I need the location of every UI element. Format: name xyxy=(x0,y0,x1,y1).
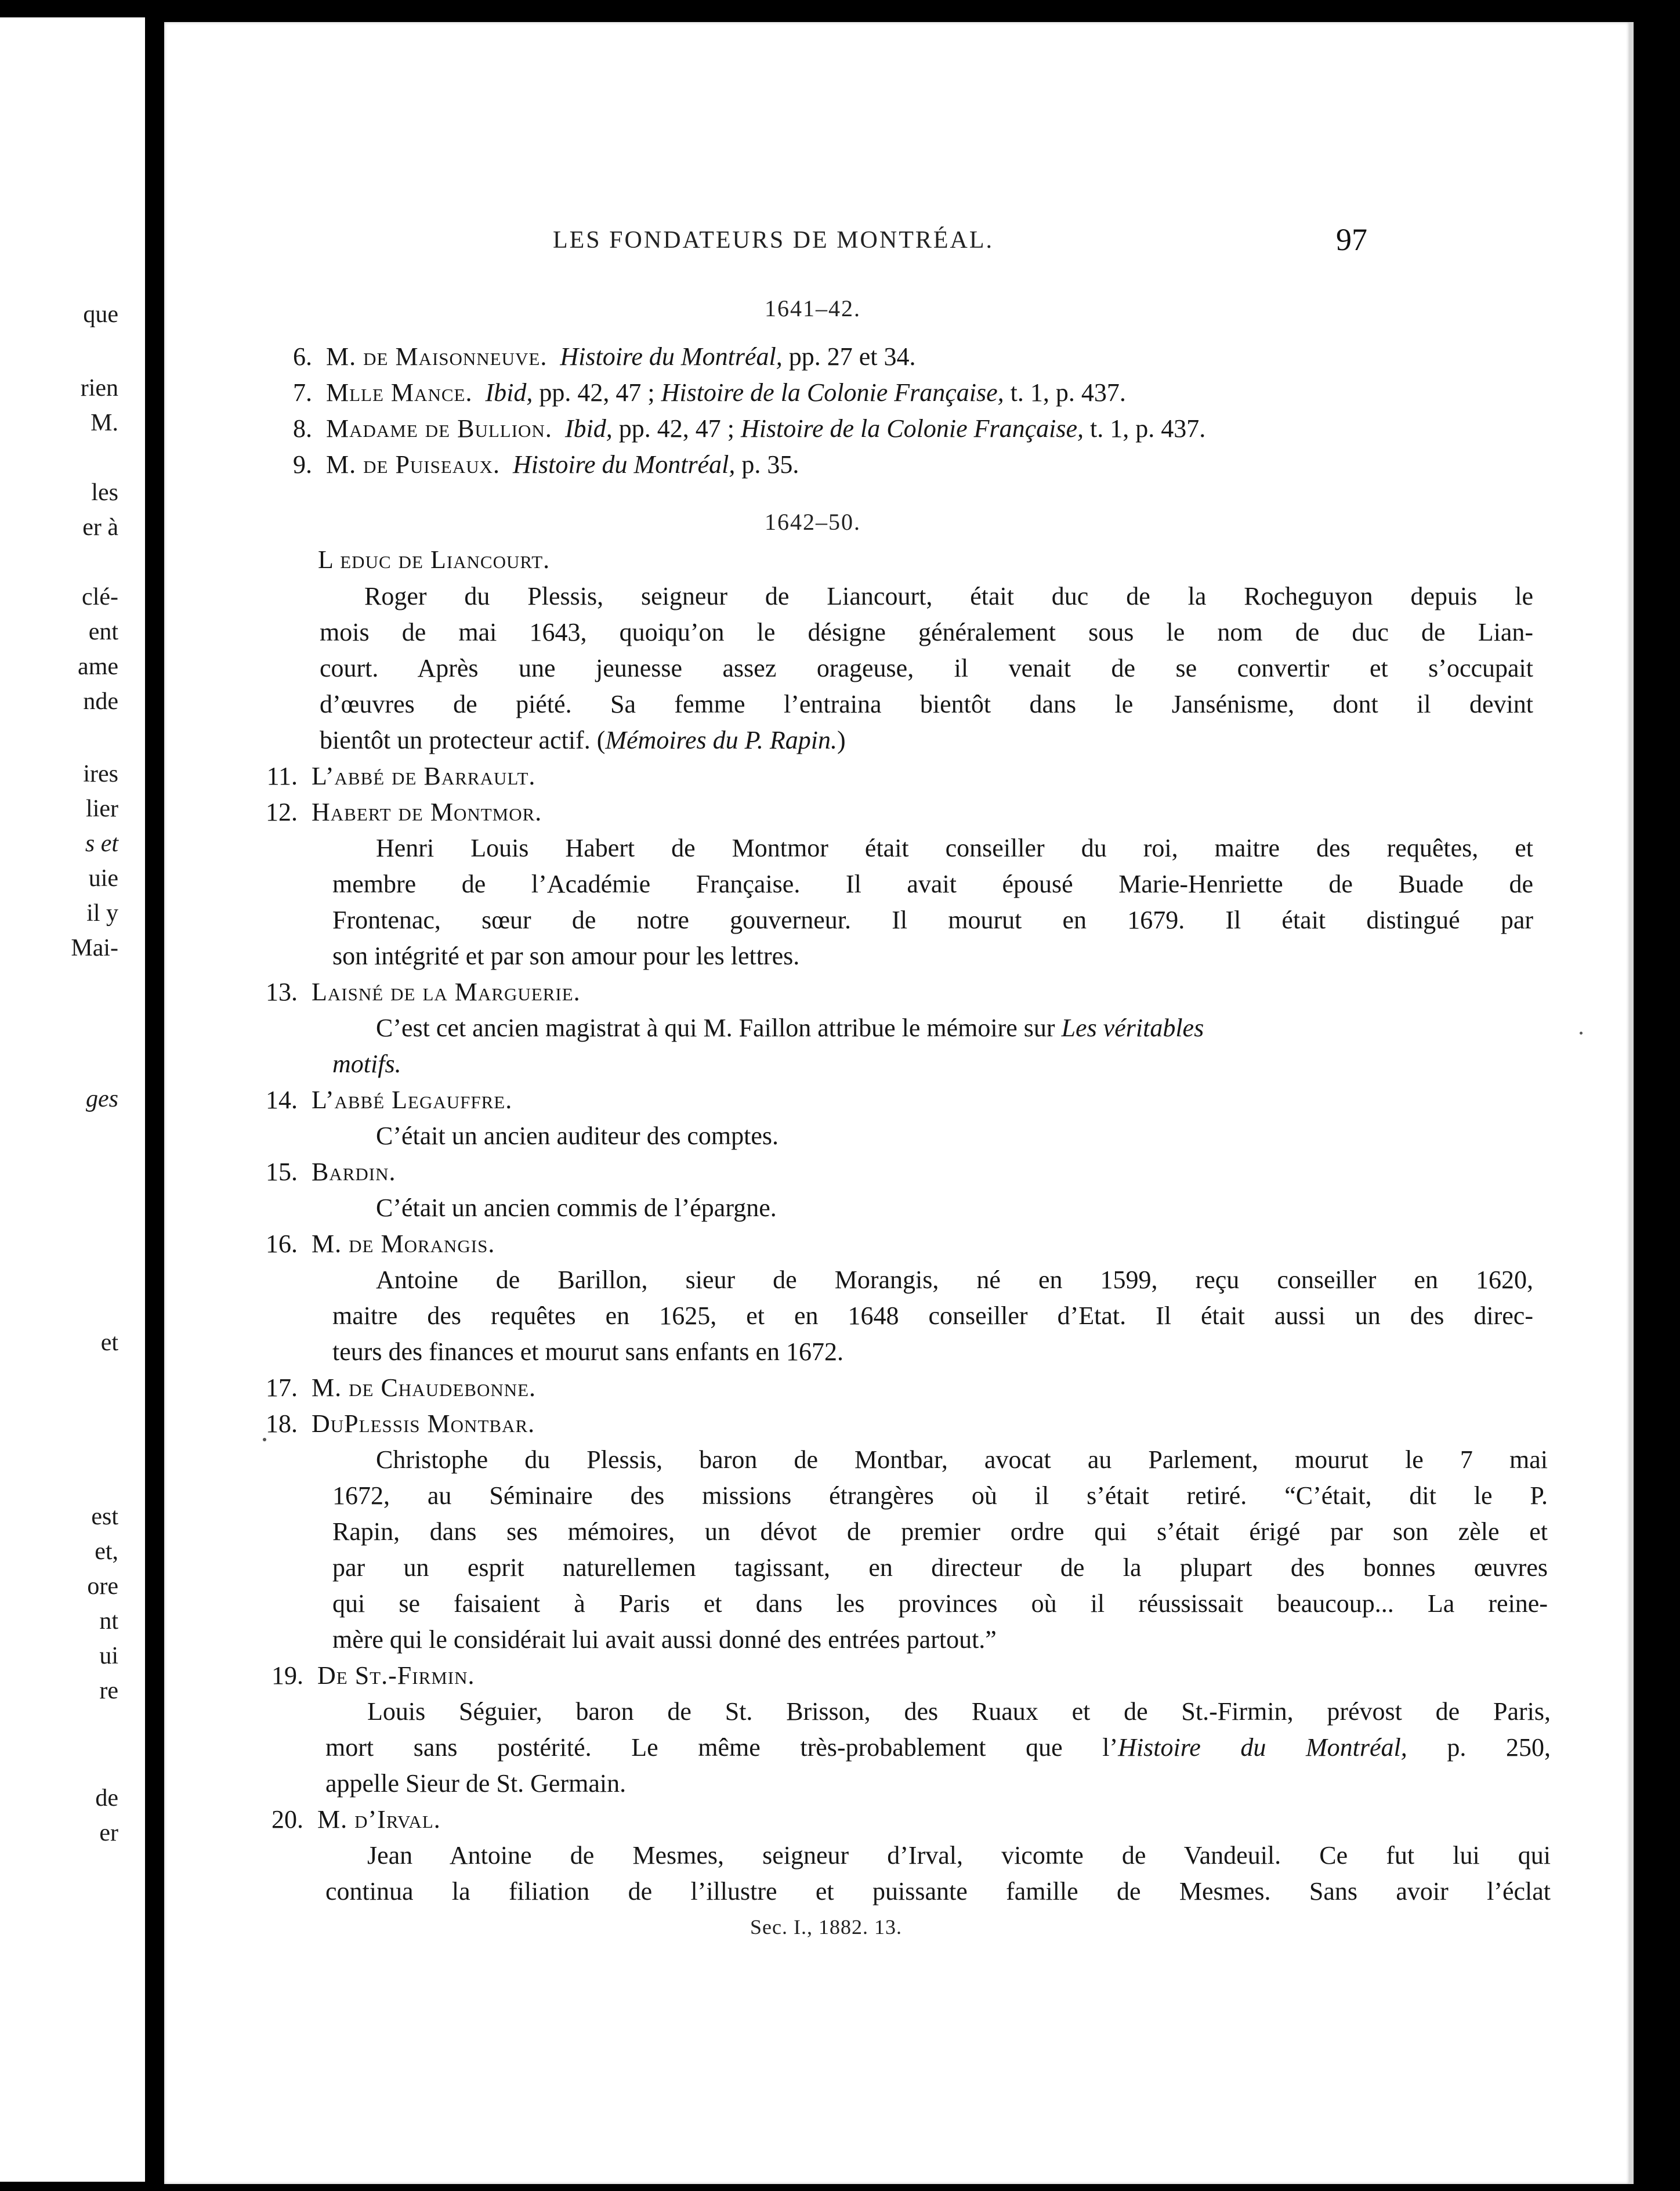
list-item: 7. Mlle Mance. Ibid, pp. 42, 47 ; Histoire de la Colonie Française, t. 1, p. 437. xyxy=(293,378,1126,407)
entry-text: qui se faisaient à Paris et dans les provinces où il réussissait beaucoup... La reine- xyxy=(332,1589,1548,1618)
entry-text: motifs. xyxy=(332,1050,401,1078)
left-fragment: il y xyxy=(86,900,118,927)
entry-text: maitre des requêtes en 1625, et en 1648 conseiller d’Etat. Il était aussi un des direc- xyxy=(332,1301,1533,1330)
list-item: 14. L’abbé Legauffre. xyxy=(266,1086,513,1114)
list-item: 19. De St.-Firmin. xyxy=(271,1661,475,1690)
page-footer: Sec. I., 1882. 13. xyxy=(750,1915,902,1939)
page-edge xyxy=(1629,22,1634,2184)
list-item: 6. M. de Maisonneuve. Histoire du Montréal, pp. 27 et 34. xyxy=(293,342,916,371)
entry-text: Frontenac, sœur de notre gouverneur. Il mourut en 1679. Il était distingué par xyxy=(332,906,1533,934)
left-fragment: s et xyxy=(85,830,118,857)
left-facing-page xyxy=(0,17,145,2182)
list-item: 17. M. de Chaudebonne. xyxy=(266,1373,537,1402)
left-fragment: ges xyxy=(86,1086,118,1112)
entry-text: bientôt un protecteur actif. (Mémoires du P. Rapin.) xyxy=(320,726,846,754)
left-fragment: clé- xyxy=(82,584,118,610)
page-number: 97 xyxy=(1336,222,1367,257)
left-fragment: et xyxy=(100,1329,118,1356)
entry-text: membre de l’Académie Française. Il avait épousé Marie-Henriette de Buade de xyxy=(332,870,1533,898)
year-heading: 1641–42. xyxy=(765,295,861,321)
entry-text: continua la filiation de l’illustre et puissante famille de Mesmes. Sans avoir l’éclat xyxy=(325,1877,1551,1906)
entry-heading: L educ de Liancourt. xyxy=(318,545,551,574)
entry-text: C’était un ancien auditeur des comptes. xyxy=(376,1122,779,1150)
left-fragment: ore xyxy=(87,1573,118,1600)
entry-text: C’était un ancien commis de l’épargne. xyxy=(376,1194,777,1222)
list-item: 9. M. de Puiseaux. Histoire du Montréal, p. 35. xyxy=(293,450,799,479)
list-item: 11. L’abbé de Barrault. xyxy=(266,762,536,790)
running-header: LES FONDATEURS DE MONTRÉAL. xyxy=(553,227,994,254)
entry-text: Christophe du Plessis, baron de Montbar, avocat au Parlement, mourut le 7 mai xyxy=(376,1445,1548,1474)
entry-text: Rapin, dans ses mémoires, un dévot de premier ordre qui s’était érigé par son zèle et xyxy=(332,1517,1548,1546)
list-item: 15. Bardin. xyxy=(266,1158,396,1186)
list-item: 16. M. de Morangis. xyxy=(266,1230,495,1258)
entry-text: teurs des finances et mourut sans enfants en 1672. xyxy=(332,1337,843,1366)
left-fragment: ires xyxy=(83,761,118,787)
left-fragment: Mai- xyxy=(71,935,118,961)
entry-text: d’œuvres de piété. Sa femme l’entraina bientôt dans le Jansénisme, dont il devint xyxy=(320,690,1533,718)
left-fragment: est xyxy=(91,1503,118,1530)
entry-text: Jean Antoine de Mesmes, seigneur d’Irval, vicomte de Vandeuil. Ce fut lui qui xyxy=(367,1841,1551,1870)
left-fragment: ame xyxy=(78,653,118,680)
book-gutter xyxy=(145,17,158,2182)
left-fragment: nde xyxy=(83,688,118,715)
list-item: 13. Laisné de la Marguerie. xyxy=(266,978,581,1006)
list-item: 8. Madame de Bullion. Ibid, pp. 42, 47 ; Histoire de la Colonie Française, t. 1, p. 437. xyxy=(293,414,1206,443)
book-page xyxy=(164,22,1629,2184)
entry-text: mère qui le considérait lui avait aussi donné des entrées partout.” xyxy=(332,1625,997,1654)
scan-speck xyxy=(1580,1032,1583,1035)
left-fragment: uie xyxy=(88,865,118,892)
left-fragment: et, xyxy=(95,1538,118,1565)
entry-text: appelle Sieur de St. Germain. xyxy=(325,1769,627,1798)
left-fragment: ent xyxy=(88,619,118,645)
entry-text: 1672, au Séminaire des missions étrangères où il s’était retiré. “C’était, dit le P. xyxy=(332,1481,1548,1510)
list-item: 18. DuPlessis Montbar. xyxy=(266,1409,535,1438)
entry-text: mois de mai 1643, quoiqu’on le désigne généralement sous le nom de duc de Lian- xyxy=(320,618,1533,646)
entry-text: Louis Séguier, baron de St. Brisson, des Ruaux et de St.-Firmin, prévost de Paris, xyxy=(367,1697,1551,1726)
left-fragment: lier xyxy=(86,796,118,822)
left-fragment: nt xyxy=(99,1608,118,1635)
year-heading: 1642–50. xyxy=(765,509,861,535)
left-fragment: que xyxy=(83,301,118,328)
entry-text: son intégrité et par son amour pour les lettres. xyxy=(332,942,800,970)
left-fragment: de xyxy=(95,1785,118,1812)
entry-text: C’est cet ancien magistrat à qui M. Faillon attribue le mémoire sur Les véritables xyxy=(376,1014,1204,1042)
entry-text: mort sans postérité. Le même très-probablement que l’Histoire du Montréal, p. 250, xyxy=(325,1733,1551,1762)
entry-text: Henri Louis Habert de Montmor était conseiller du roi, maitre des requêtes, et xyxy=(376,834,1533,862)
scan-speck xyxy=(263,1438,266,1441)
left-fragment: er xyxy=(99,1820,118,1846)
left-fragment: M. xyxy=(90,410,118,436)
left-fragment: rien xyxy=(80,375,118,402)
entry-text: par un esprit naturellemen tagissant, en directeur de la plupart des bonnes œuvres xyxy=(332,1553,1548,1582)
entry-text: Antoine de Barillon, sieur de Morangis, né en 1599, reçu conseiller en 1620, xyxy=(376,1266,1533,1294)
left-fragment: les xyxy=(91,479,118,506)
left-fragment: ui xyxy=(99,1643,118,1669)
entry-text: court. Après une jeunesse assez orageuse, il venait de se convertir et s’occupait xyxy=(320,654,1533,682)
list-item: 20. M. d’Irval. xyxy=(271,1805,441,1834)
entry-text: Roger du Plessis, seigneur de Liancourt, était duc de la Rocheguyon depuis le xyxy=(364,582,1533,610)
left-fragment: er à xyxy=(82,514,118,541)
list-item: 12. Habert de Montmor. xyxy=(266,798,542,826)
left-fragment: re xyxy=(99,1677,118,1704)
